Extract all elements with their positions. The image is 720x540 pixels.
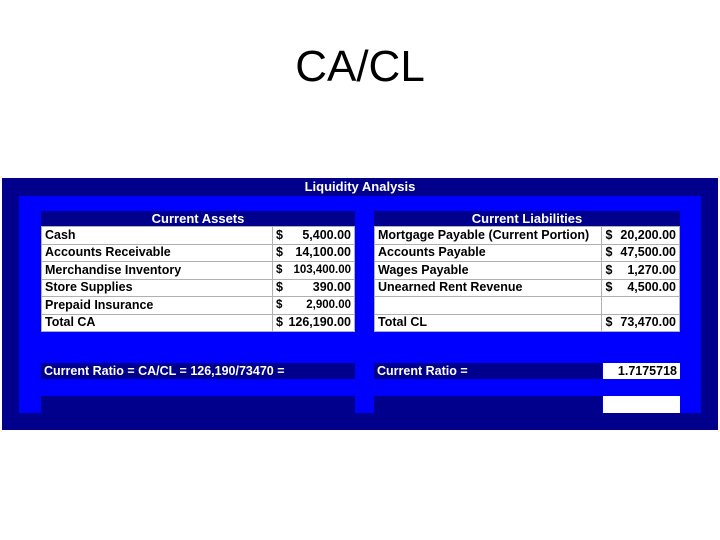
liability-label-cell[interactable] bbox=[375, 297, 602, 315]
current-liabilities-block bbox=[374, 211, 680, 332]
amount-value: 4,500.00 bbox=[627, 280, 676, 295]
table-row bbox=[375, 262, 680, 280]
table-row bbox=[42, 227, 355, 245]
amount-value: 14,100.00 bbox=[295, 245, 351, 260]
asset-label-cell[interactable]: Merchandise Inventory bbox=[42, 262, 273, 280]
asset-amount-cell[interactable] bbox=[273, 297, 355, 315]
current-ratio-value[interactable]: 1.7175718 bbox=[603, 363, 680, 379]
table-row bbox=[375, 314, 680, 332]
asset-label-cell[interactable]: Cash bbox=[42, 227, 273, 245]
asset-amount-cell[interactable] bbox=[273, 227, 355, 245]
liability-total-amount-cell[interactable] bbox=[602, 314, 680, 332]
current-ratio-formula[interactable]: Current Ratio = CA/CL = 126,190/73470 = bbox=[41, 363, 355, 379]
currency-symbol: $ bbox=[605, 227, 613, 242]
asset-total-label-cell[interactable]: Total CA bbox=[42, 314, 273, 332]
asset-label-cell[interactable]: Prepaid Insurance bbox=[42, 297, 273, 315]
amount-value: 390.00 bbox=[312, 280, 351, 295]
liability-total-label-cell[interactable]: Total CL bbox=[375, 314, 602, 332]
slide-title: CA/CL bbox=[295, 42, 425, 91]
spreadsheet-frame bbox=[2, 178, 718, 430]
currency-symbol: $ bbox=[276, 263, 283, 276]
liability-amount-cell[interactable] bbox=[602, 262, 680, 280]
spreadsheet-area bbox=[19, 196, 701, 413]
current-liabilities-header: Current Liabilities bbox=[374, 211, 680, 226]
currency-symbol: $ bbox=[276, 245, 283, 260]
asset-label-cell[interactable]: Accounts Receivable bbox=[42, 244, 273, 262]
liability-label-cell[interactable]: Accounts Payable bbox=[375, 244, 602, 262]
liability-label-cell[interactable]: Unearned Rent Revenue bbox=[375, 279, 602, 297]
current-assets-header: Current Assets bbox=[41, 211, 355, 226]
table-row bbox=[42, 262, 355, 280]
table-row bbox=[42, 314, 355, 332]
table-row bbox=[42, 279, 355, 297]
amount-value: 103,400.00 bbox=[293, 263, 351, 276]
liability-amount-cell[interactable] bbox=[602, 227, 680, 245]
current-ratio-label[interactable]: Current Ratio = bbox=[374, 363, 602, 379]
table-row bbox=[375, 244, 680, 262]
table-row bbox=[375, 227, 680, 245]
amount-value: 1,270.00 bbox=[627, 262, 676, 277]
amount-value: 2,900.00 bbox=[306, 298, 351, 311]
currency-symbol: $ bbox=[276, 315, 283, 330]
currency-symbol: $ bbox=[276, 298, 283, 311]
asset-amount-cell[interactable] bbox=[273, 244, 355, 262]
asset-total-amount-cell[interactable] bbox=[273, 314, 355, 332]
currency-symbol: $ bbox=[605, 315, 613, 330]
table-row bbox=[375, 279, 680, 297]
liability-label-cell[interactable]: Mortgage Payable (Current Portion) bbox=[375, 227, 602, 245]
asset-amount-cell[interactable] bbox=[273, 262, 355, 280]
currency-symbol: $ bbox=[605, 245, 613, 260]
currency-symbol: $ bbox=[605, 262, 613, 277]
amount-value: 5,400.00 bbox=[302, 227, 351, 242]
amount-value: 126,190.00 bbox=[288, 315, 351, 330]
table-row bbox=[375, 297, 680, 315]
empty-row-right[interactable] bbox=[374, 396, 602, 413]
table-row bbox=[42, 244, 355, 262]
currency-symbol: $ bbox=[276, 280, 283, 295]
liability-label-cell[interactable]: Wages Payable bbox=[375, 262, 602, 280]
empty-row-left[interactable] bbox=[41, 396, 355, 413]
amount-value: 47,500.00 bbox=[620, 245, 676, 260]
empty-value-cell[interactable] bbox=[603, 396, 680, 413]
table-row bbox=[42, 297, 355, 315]
panel-title: Liquidity Analysis bbox=[304, 179, 416, 194]
asset-amount-cell[interactable] bbox=[273, 279, 355, 297]
amount-value: 73,470.00 bbox=[620, 315, 676, 330]
current-assets-table bbox=[41, 226, 355, 332]
current-liabilities-table bbox=[374, 226, 680, 332]
currency-symbol: $ bbox=[276, 227, 283, 242]
liability-amount-cell[interactable] bbox=[602, 244, 680, 262]
currency-symbol: $ bbox=[605, 280, 613, 295]
current-assets-block bbox=[41, 211, 355, 332]
liability-amount-cell[interactable] bbox=[602, 297, 680, 315]
amount-value: 20,200.00 bbox=[620, 227, 676, 242]
asset-label-cell[interactable]: Store Supplies bbox=[42, 279, 273, 297]
liability-amount-cell[interactable] bbox=[602, 279, 680, 297]
